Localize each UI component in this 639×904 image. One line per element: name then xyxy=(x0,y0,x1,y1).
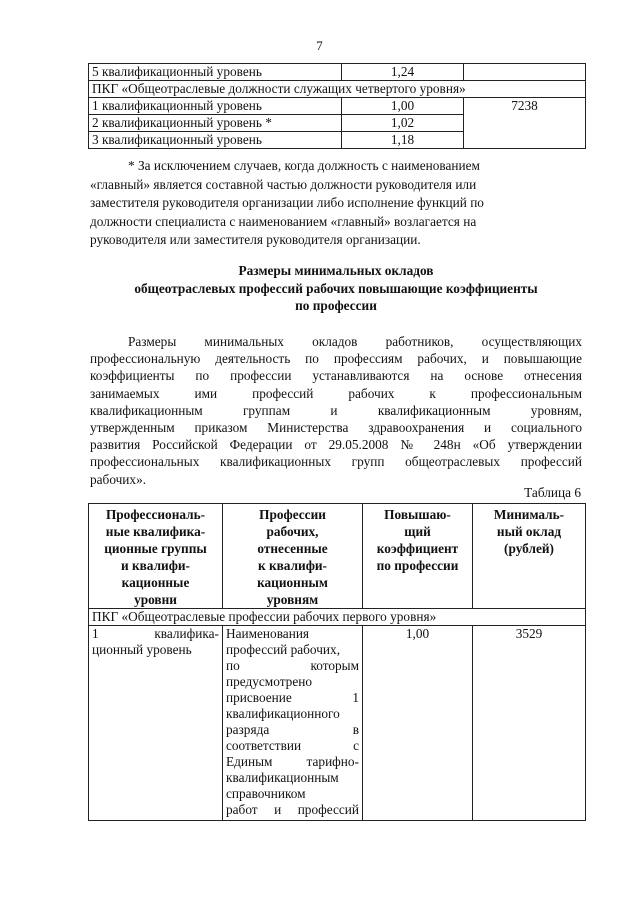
table-group-row xyxy=(89,609,586,626)
cell-line: 1 квалифика- xyxy=(92,626,219,641)
body-paragraph xyxy=(90,333,582,488)
paragraph-line: профессиональную деятельность по профессиям рабочих, и повышающие xyxy=(90,351,582,367)
header-line: коэффициент xyxy=(376,541,459,556)
cell-line: Единым тарифно- xyxy=(226,754,359,769)
table-row xyxy=(89,98,586,115)
header-line: Профессии xyxy=(259,507,326,522)
header-cell-groups xyxy=(89,504,223,609)
cell-line: соответствии с xyxy=(226,738,359,753)
cell-line: разряда в xyxy=(226,722,359,737)
footnote xyxy=(90,157,582,250)
paragraph-line: профессиональных квалификационных групп общеотраслевых профессий xyxy=(90,454,582,470)
header-line: щий xyxy=(404,524,431,539)
salary-cell xyxy=(464,64,586,81)
table-row xyxy=(89,64,586,81)
salary-cell: 3529 xyxy=(473,626,586,821)
level-cell: 3 квалификационный уровень xyxy=(89,132,342,149)
coef-cell: 1,00 xyxy=(342,98,464,115)
coef-cell: 1,24 xyxy=(342,64,464,81)
coef-cell: 1,18 xyxy=(342,132,464,149)
footnote-line: * За исключением случаев, когда должность с наименованием xyxy=(128,158,480,173)
cell-line: профессий рабочих, xyxy=(226,642,341,657)
level-cell xyxy=(89,626,223,821)
header-line: по профессии xyxy=(376,558,459,573)
footnote-line: должности специалиста с наименованием «главный» возлагается на xyxy=(90,213,477,229)
footnote-line: заместителя руководителя организации либо исполнение функций по xyxy=(90,195,484,210)
salary-cell: 7238 xyxy=(464,98,586,149)
footnote-line: «главный» является составной частью должности руководителя или xyxy=(90,176,477,192)
header-cell-coefficient xyxy=(363,504,473,609)
header-line: Профессиональ- xyxy=(105,507,206,522)
header-line: и квалифи- xyxy=(120,558,190,573)
header-cell-professions xyxy=(223,504,363,609)
profession-cell xyxy=(223,626,363,821)
coef-cell: 1,02 xyxy=(342,115,464,132)
cell-line: справочником xyxy=(226,786,306,801)
level-cell: 2 квалификационный уровень * xyxy=(89,115,342,132)
table-row xyxy=(89,626,586,821)
header-line: кационные xyxy=(121,575,190,590)
header-line: Повышаю- xyxy=(384,507,451,522)
paragraph-line: коэффициенты по профессии устанавливаются на основе отнесения xyxy=(90,368,582,384)
section-heading xyxy=(88,262,584,315)
profession-salary-table xyxy=(88,503,586,821)
cell-line: ционный уровень xyxy=(92,642,192,657)
header-line: уровням xyxy=(266,592,319,607)
header-line: рабочих, xyxy=(266,524,319,539)
group-cell: ПКГ «Общеотраслевые должности служащих четвертого уровня» xyxy=(89,81,586,98)
header-line: ные квалифика- xyxy=(105,524,206,539)
paragraph-line: Размеры минимальных окладов работников, осуществляющих xyxy=(128,334,582,349)
cell-line: по которым xyxy=(226,658,359,673)
table-group-row xyxy=(89,81,586,98)
footnote-line: руководителя или заместителя руководителя организации. xyxy=(90,232,421,247)
table-label: Таблица 6 xyxy=(524,485,581,500)
level-cell: 5 квалификационный уровень xyxy=(89,64,342,81)
heading-line: по профессии xyxy=(295,298,377,313)
page-number: 7 xyxy=(316,38,323,53)
table-header-row xyxy=(89,504,586,609)
coef-cell: 1,00 xyxy=(363,626,473,821)
paragraph-line: занимаемых ими профессий рабочих к профессиональным xyxy=(90,385,582,401)
header-line: к квалифи- xyxy=(257,558,327,573)
cell-line: Наименования xyxy=(226,626,310,641)
cell-line: квалификационного xyxy=(226,706,340,721)
paragraph-line: утвержденным приказом Министерства здравоохранения и социального xyxy=(90,420,582,436)
paragraph-line: развития Российской Федерации от 29.05.2008 № 248н «Об утверждении xyxy=(90,437,582,453)
header-line: ционные группы xyxy=(104,541,207,556)
paragraph-line: рабочих». xyxy=(90,471,147,487)
group-cell: ПКГ «Общеотраслевые профессии рабочих первого уровня» xyxy=(89,609,586,626)
cell-line: квалификационным xyxy=(226,770,339,785)
header-line: уровни xyxy=(134,592,177,607)
header-line: Минималь- xyxy=(493,507,565,522)
cell-line: предусмотрено xyxy=(226,674,312,689)
heading-line: общеотраслевых профессий рабочих повышающие коэффициенты xyxy=(134,280,538,296)
top-salary-table xyxy=(88,63,586,149)
header-line: кационным xyxy=(257,575,328,590)
cell-line: работ и профессий xyxy=(226,802,359,817)
paragraph-line: квалификационным группам и квалификационным уровням, xyxy=(90,402,582,418)
heading-line: Размеры минимальных окладов xyxy=(238,263,434,278)
header-line: отнесенные xyxy=(257,541,328,556)
header-line: ный оклад xyxy=(496,524,562,539)
cell-line: присвоение 1 xyxy=(226,690,359,705)
level-cell: 1 квалификационный уровень xyxy=(89,98,342,115)
header-line: (рублей) xyxy=(504,541,554,556)
header-cell-salary xyxy=(473,504,586,609)
